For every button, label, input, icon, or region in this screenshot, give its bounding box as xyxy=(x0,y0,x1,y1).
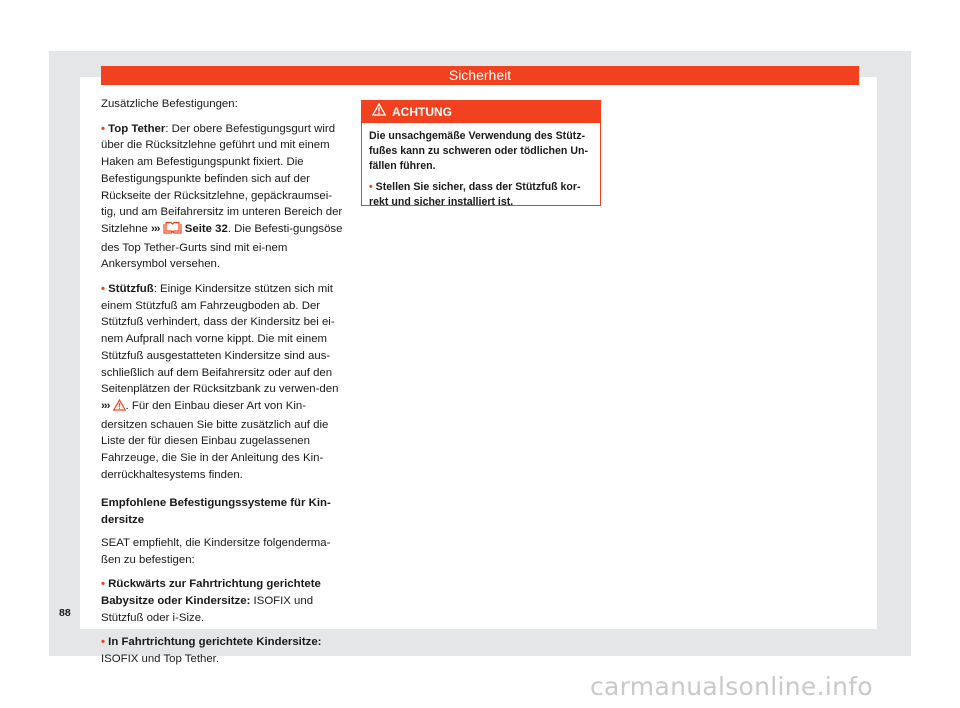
section-title: Sicherheit xyxy=(448,67,512,83)
warning-item-text: Stellen Sie sicher, dass der Stützfuß kor-rekt und sicher installiert ist. xyxy=(369,181,581,208)
warning-title: ACHTUNG xyxy=(392,105,452,119)
item-label: Top Tether xyxy=(108,122,166,135)
bullet-icon: • xyxy=(101,636,105,649)
recommend-intro: SEAT empfiehlt, die Kindersitze folgenderma-ßen zu befestigen: xyxy=(101,536,331,566)
item-label: Stützfuß xyxy=(108,283,154,296)
bullet-icon: • xyxy=(101,578,105,591)
item-text: ISOFIX und Stützfuß oder i-Size. xyxy=(101,594,314,624)
list-item-rearward xyxy=(101,576,343,626)
item-text-cont: . Die Befesti-gungsöse des Top Tether-Gurts sind mit ei-nem Ankersymbol versehen. xyxy=(101,222,343,271)
bullet-icon: • xyxy=(101,283,105,296)
item-label: In Fahrtrichtung gerichtete Kindersitze: xyxy=(108,636,322,649)
warning-header xyxy=(362,101,600,123)
intro-text: Zusätzliche Befestigungen: xyxy=(101,98,238,110)
book-icon xyxy=(163,221,182,240)
warning-triangle-icon[interactable] xyxy=(113,399,126,417)
item-text-cont: . Für den Einbau dieser Art von Kin-dersitzen schauen Sie bitte zusätzlich auf die Liste der für diesen Einbau zugelassenen Fahrzeuge, die Sie in der Anleitung des Kin-derrückhaltesystems finden. xyxy=(101,399,329,481)
bullet-icon: • xyxy=(101,122,105,135)
warning-body xyxy=(362,123,600,210)
subheading: Empfohlene Befestigungssysteme für Kin-dersitze xyxy=(101,497,331,527)
watermark: carmanualsonline.info xyxy=(590,672,873,701)
warning-triangle-icon xyxy=(372,101,386,123)
warning-box xyxy=(361,100,601,206)
warning-list-item xyxy=(369,180,590,210)
page-number: 88 xyxy=(59,607,71,619)
item-text: : Der obere Befestigungsgurt wird über die Rücksitzlehne geführt und mit einem Haken am Befestigungspunkt fixiert. Die Befestigungspunkte befinden sich auf der Rückseite der Rücksitzlehne, gepäckraumsei-tig, und am Beifahrersitz im unteren Bereich der Sitzlehne xyxy=(101,122,343,235)
reference-arrow: ››› xyxy=(151,222,160,235)
list-item-top-tether xyxy=(101,121,343,273)
reference-arrow: ››› xyxy=(101,399,110,412)
page-reference-link[interactable]: Seite 32 xyxy=(184,222,228,235)
bullet-icon: • xyxy=(369,181,373,193)
left-column xyxy=(101,96,343,676)
warning-text: Die unsachgemäße Verwendung des Stütz-fußes kann zu schweren oder tödlichen Un-fällen führen. xyxy=(369,130,588,172)
item-text: : Einige Kindersitze stützen sich mit einem Stützfuß am Fahrzeugboden ab. Der Stützfuß verhindert, dass der Kindersitz bei ei-nem Aufprall nach vorne kippt. Die mit einem Stützfuß ausgestatteten Kindersitze sind aus-schließlich auf dem Beifahrersitz oder auf den Seitenplätzen der Rücksitzbank zu verwen-den xyxy=(101,283,339,396)
list-item-stuetzfuss xyxy=(101,281,343,483)
item-label: Rückwärts zur Fahrtrichtung gerichtete Babysitze oder Kindersitze: xyxy=(101,578,321,607)
list-item-forward xyxy=(101,634,343,667)
item-text: ISOFIX und Top Tether. xyxy=(101,653,219,666)
section-header xyxy=(101,66,859,85)
